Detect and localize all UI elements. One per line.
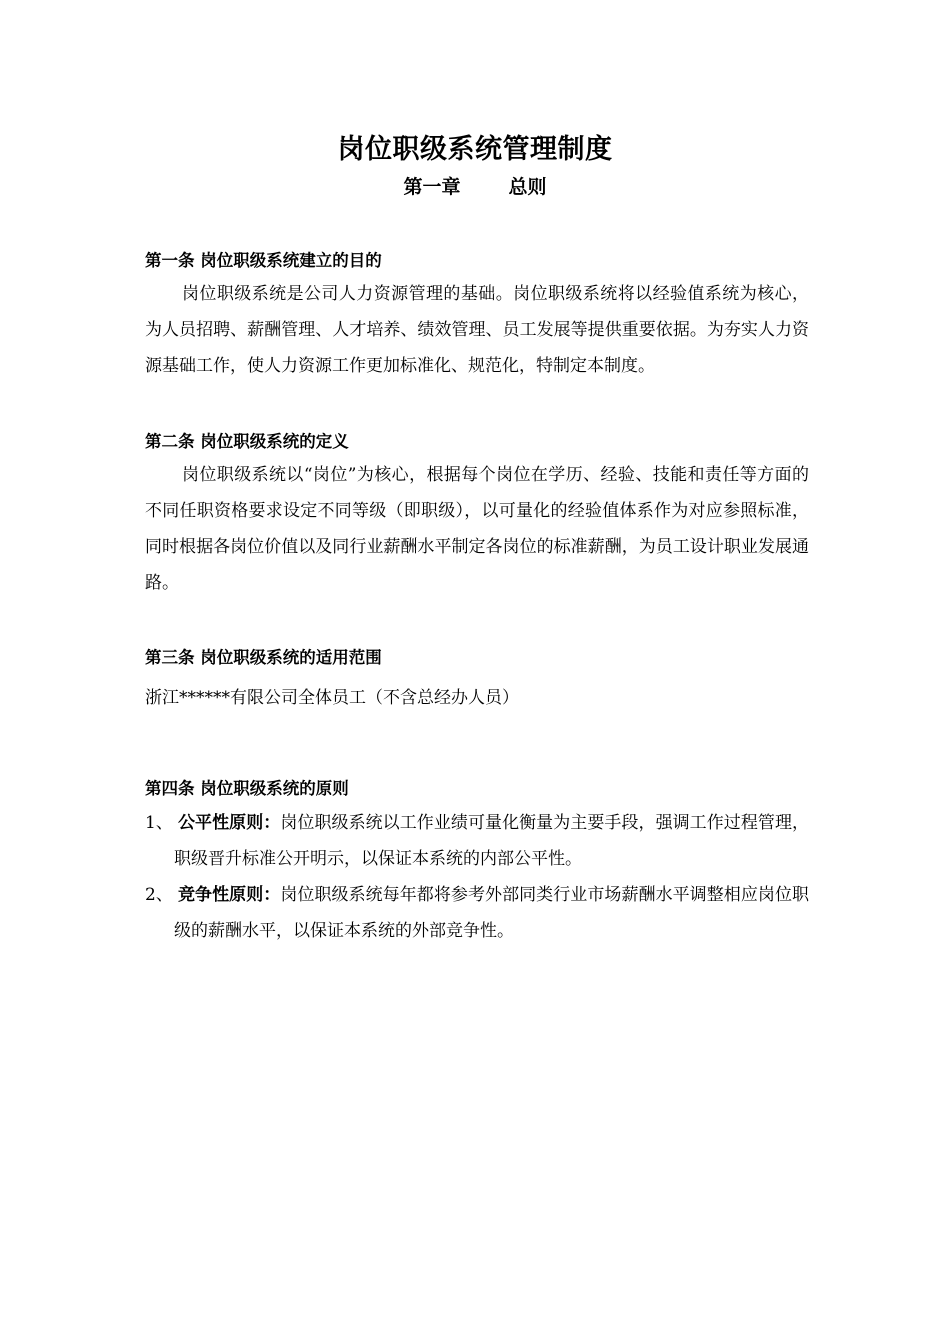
document-title: 岗位职级系统管理制度 [337, 134, 613, 165]
list-item-text: 岗位职级系统每年都将参考外部同类行业市场薪酬水平调整相应岗位职级的薪酬水平，以保证本系统的外部竞争性。 [174, 885, 810, 941]
section-article-4 [145, 777, 809, 949]
section-heading: 第四条 岗位职级系统的原则 [145, 779, 349, 798]
list-item-text: 岗位职级系统以工作业绩可量化衡量为主要手段，强调工作过程管理，职级晋升标准公开明示，以保证本系统的内部公平性。 [174, 813, 810, 869]
section-article-2 [145, 430, 809, 601]
section-body: 岗位职级系统是公司人力资源管理的基础。岗位职级系统将以经验值系统为核心，为人员招聘、薪酬管理、人才培养、绩效管理、员工发展等提供重要依据。为夯实人力资源基础工作，使人力资源工作更加标准化、规范化，特制定本制度。 [145, 284, 809, 376]
section-heading: 第一条 岗位职级系统建立的目的 [145, 251, 382, 270]
principles-list [145, 805, 809, 949]
section-article-3 [145, 646, 809, 716]
chapter-name: 总则 [508, 176, 547, 198]
section-heading: 第二条 岗位职级系统的定义 [145, 432, 349, 451]
list-item-number: 2、 [145, 885, 173, 905]
chapter-title [0, 172, 950, 202]
section-article-1 [145, 249, 809, 384]
section-body: 岗位职级系统以“岗位”为核心，根据每个岗位在学历、经验、技能和责任等方面的不同任职资格要求设定不同等级（即职级），以可量化的经验值体系作为对应参照标准，同时根据各岗位价值以及同行业薪酬水平制定各岗位的标准薪酬，为员工设计职业发展通路。 [145, 465, 809, 593]
chapter-label: 第一章 [403, 176, 461, 198]
list-item-number: 1、 [145, 813, 173, 833]
section-heading: 第三条 岗位职级系统的适用范围 [145, 648, 382, 667]
list-item [145, 877, 809, 949]
list-item-term: 竞争性原则： [178, 885, 281, 905]
list-item-term: 公平性原则： [178, 813, 281, 833]
list-item [145, 805, 809, 877]
section-body: 浙江******有限公司全体员工（不含总经办人员） [145, 688, 519, 708]
